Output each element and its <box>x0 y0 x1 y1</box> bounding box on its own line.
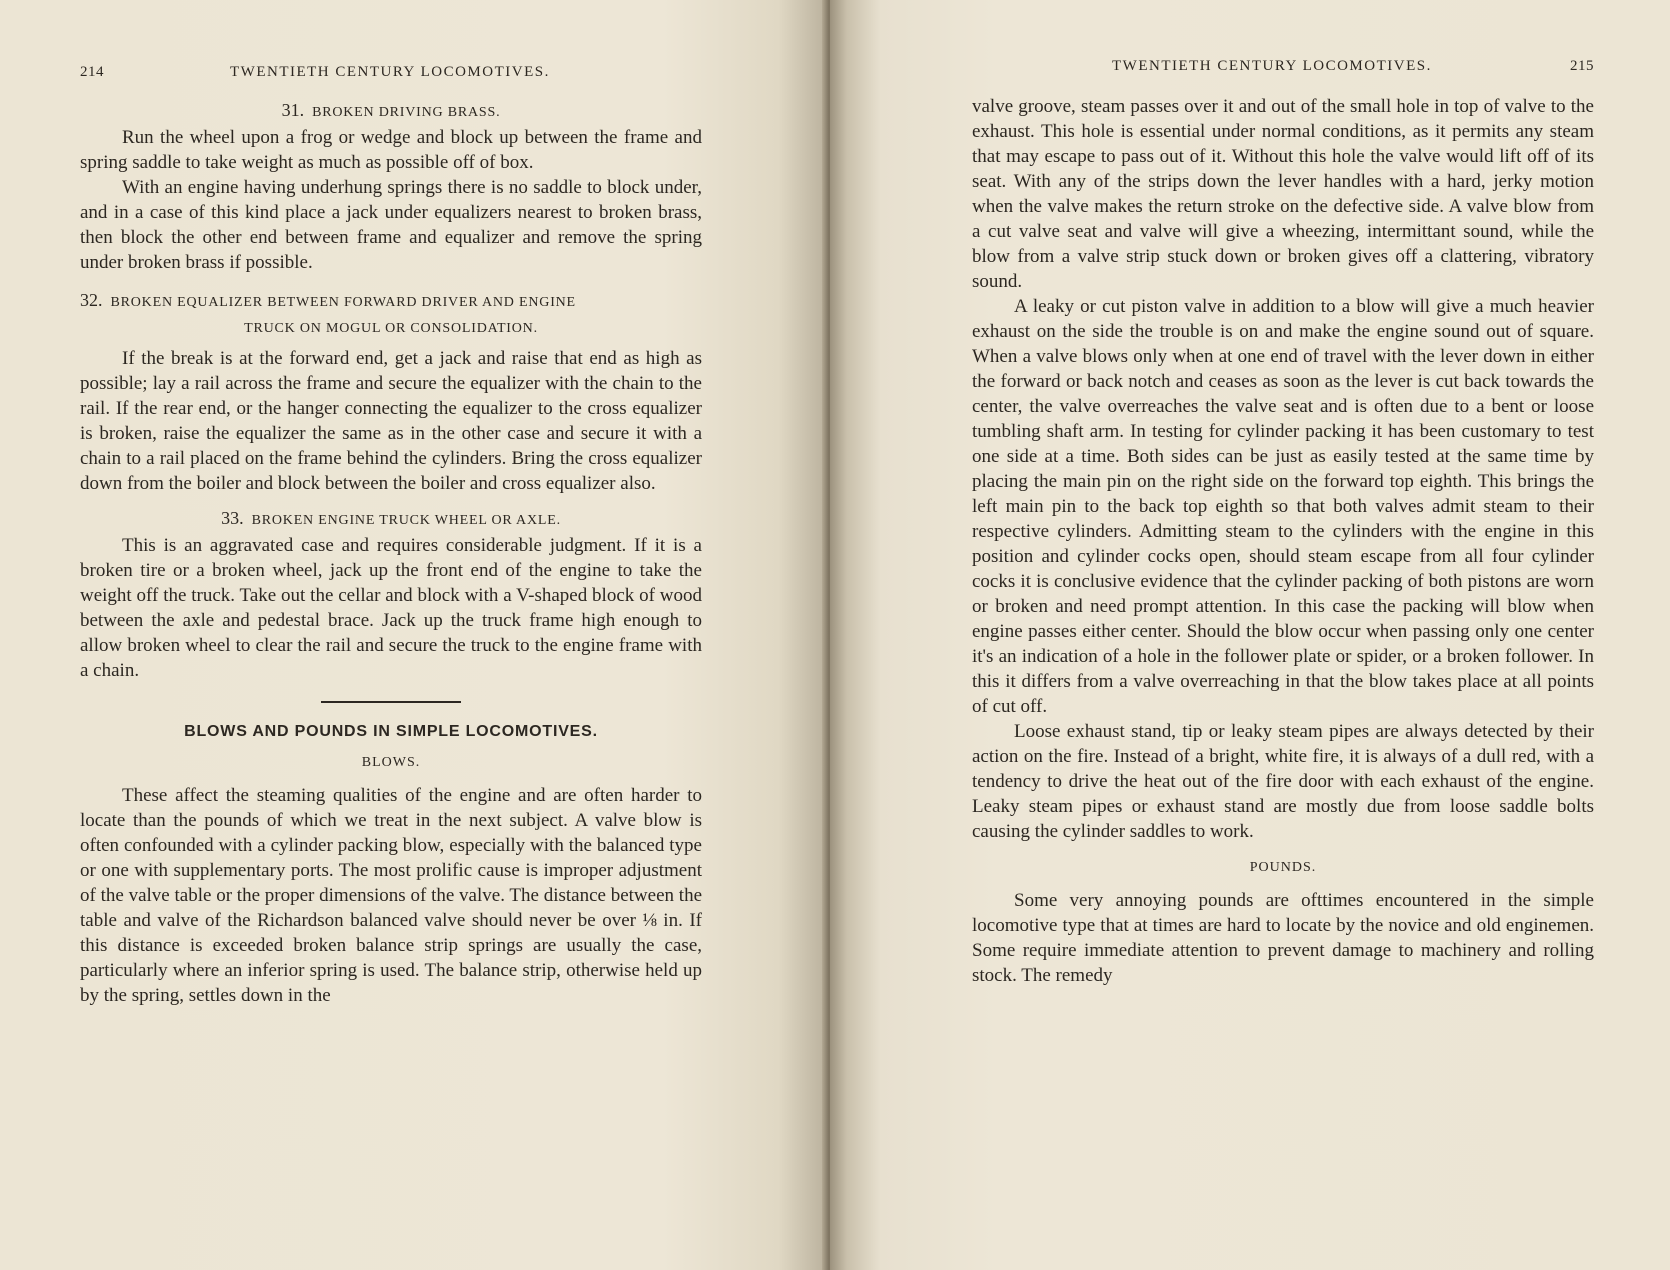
page-number: 214 <box>80 64 104 80</box>
paragraph: Some very annoying pounds are ofttimes encountered in the simple locomotive type that at times are hard to locate by the novice and old enginemen. Some require immediate attention to prevent damage to machinery and rolling stock. The remedy <box>972 890 1594 986</box>
section-heading-33: 33. BROKEN ENGINE TRUCK WHEEL OR AXLE. <box>221 508 561 528</box>
paragraph: If the break is at the forward end, get a jack and raise that end as high as possible; lay a rail across the frame and secure the equalizer with the chain to the rail. If the rear end, or the hanger connecting the equalizer to the cross equalizer is broken, raise the equalizer the same as in the other case and secure it with a chain to a rail placed on the frame behind the cylinders. Bring the cross equalizer down from the boiler and block between the boiler and cross equalizer also. <box>80 348 702 494</box>
section-heading-32: 32. BROKEN EQUALIZER BETWEEN FORWARD DRIVER AND ENGINE TRUCK ON MOGUL OR CONSOLIDATION. <box>80 290 576 336</box>
subsection-heading-pounds: POUNDS. <box>1249 860 1317 875</box>
paragraph: Run the wheel upon a frog or wedge and block up between the frame and spring saddle to take weight as much as possible off of box. <box>80 127 702 173</box>
paragraph: valve groove, steam passes over it and out of the small hole in top of valve to the exhaust. This hole is essential under normal conditions, as it permits any steam that may escape to pass out of it. Without this hole the valve would lift off of its seat. With any of the strips down the lever handles with a hard, jerky motion when the valve makes the return stroke on the defective side. A valve blow from a cut valve seat and valve will give a wheezing, intermittant sound, while the blow from a valve strip stuck down or broken gives off a clattering, vibratory sound. <box>972 96 1594 292</box>
section-heading-31: 31. BROKEN DRIVING BRASS. <box>281 100 501 120</box>
running-title: TWENTIETH CENTURY LOCOMOTIVES. <box>1112 58 1432 74</box>
running-title: TWENTIETH CENTURY LOCOMOTIVES. <box>230 64 550 80</box>
paragraph: This is an aggravated case and requires considerable judgment. If it is a broken tire or a broken wheel, jack up the front end of the engine to take the weight off the truck. Take out the cellar and block with a V-shaped block of wood between the axle and pedestal brace. Jack up the truck frame high enough to allow broken wheel to clear the rail and secure the truck to the engine frame with a chain. <box>80 535 702 681</box>
right-page-content <box>972 58 1594 988</box>
paragraph: These affect the steaming qualities of the engine and are often harder to locate than the pounds of which we treat in the next subject. A valve blow is often confounded with a cylinder packing blow, especially with the balanced type or one with supplementary ports. The most prolific cause is improper adjustment of the valve table or the proper dimensions of the valve. The distance between the table and valve of the Richardson balanced valve should never be over ⅛ in. If this distance is exceeded broken balance strip springs are usually the case, particularly where an inferior spring is used. The balance strip, otherwise held up by the spring, settles down in the <box>80 785 702 1006</box>
left-page <box>0 0 828 1270</box>
paragraph: Loose exhaust stand, tip or leaky steam pipes are always detected by their action on the fire. Instead of a bright, white fire, it is always of a dull red, with a tendency to drive the heat out of the fire door with each exhaust of the engine. Leaky steam pipes or exhaust stand are mostly due from loose saddle bolts causing the cylinder saddles to work. <box>972 721 1594 842</box>
right-running-head <box>972 58 1594 80</box>
left-page-content <box>80 64 702 1008</box>
page-number: 215 <box>1570 58 1594 74</box>
paragraph: With an engine having underhung springs there is no saddle to block under, and in a case of this kind place a jack under equalizers nearest to broken brass, then block the other end between frame and equalizer and remove the spring under broken brass if possible. <box>80 177 702 273</box>
section-divider <box>321 701 461 703</box>
right-page <box>830 0 1670 1270</box>
left-running-head <box>80 64 702 86</box>
subsection-heading-blows: BLOWS. <box>361 755 421 770</box>
chapter-heading: BLOWS AND POUNDS IN SIMPLE LOCOMOTIVES. <box>184 723 598 740</box>
paragraph: A leaky or cut piston valve in addition to a blow will give a much heavier exhaust on the side the trouble is on and make the engine sound out of square. When a valve blows only when at one end of travel with the lever down in either the forward or back notch and ceases as soon as the lever is cut back towards the center, the valve overreaches the valve seat and is often due to a bent or loose tumbling shaft arm. In testing for cylinder packing it has been customary to test one side at a time. Both sides can be just as easily tested at the same time by placing the main pin on the right side on the forward top eighth. This brings the left main pin to the back top eighth so that both valves admit steam to their respective cylinders. Admitting steam to the cylinders with the engine in this position and cylinder cocks open, should steam escape from all four cylinder cocks it is conclusive evidence that the cylinder packing of both pistons are worn or broken and need prompt attention. In this case the packing will blow when engine passes either center. Should the blow occur when passing only one center it's an indication of a hole in the follower plate or spider, or a broken follower. In this it differs from a valve overreaching in that the blow takes place at all points of cut off. <box>972 296 1594 717</box>
